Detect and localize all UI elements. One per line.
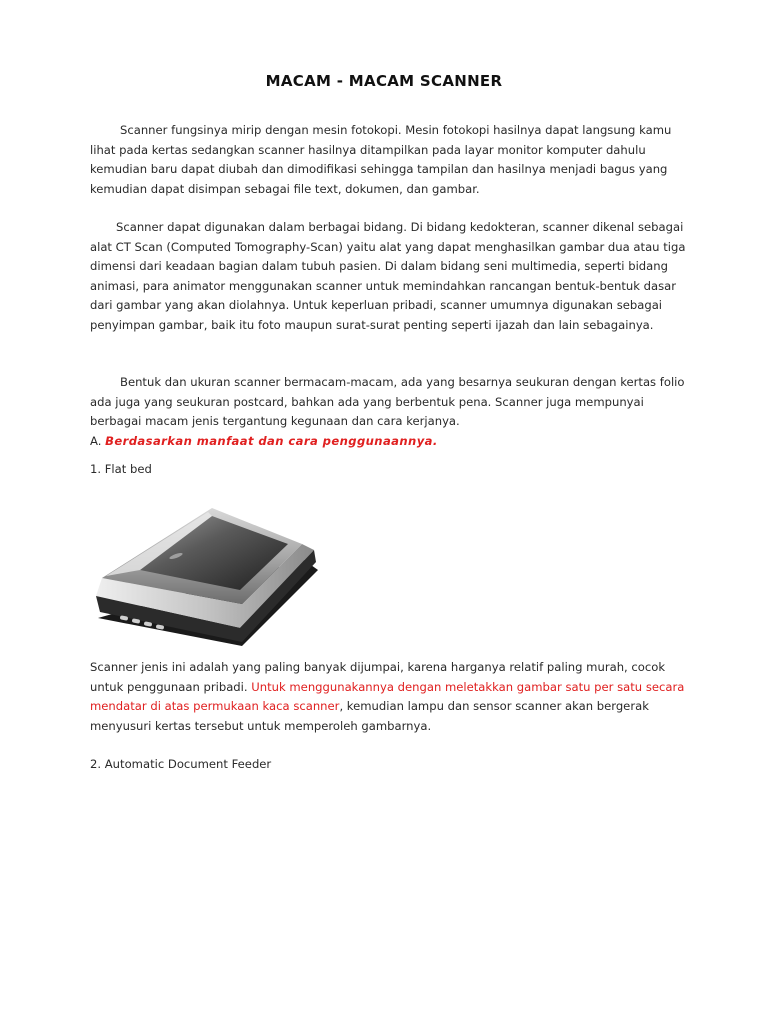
paragraph-intro xyxy=(90,121,690,199)
section-a-heading: Berdasarkan manfaat dan cara penggunaannya. xyxy=(105,433,438,448)
paragraph-forms-text: Bentuk dan ukuran scanner bermacam-macam, ada yang besarnya seukuran dengan kertas folio ada juga yang seukuran postcard, bahkan ada yang berbentuk pena. Scanner juga mempunyai berbagai macam jenis tergantung kegunaan dan cara kerjanya. xyxy=(90,375,685,428)
section-a-prefix: A. xyxy=(90,433,102,448)
paragraph-usage-text: Scanner dapat digunakan dalam berbagai bidang. Di bidang kedokteran, scanner dikenal sebagai alat CT Scan (Computed Tomography-Scan) yaitu alat yang dapat menghasilkan gambar dua atau tiga dimensi dari keadaan bagian dalam tubuh pasien. Di dalam bidang seni multimedia, seperti bidang animasi, para animator menggunakan scanner untuk memindahkan rancangan bentuk-bentuk dasar dari gambar yang akan diolahnya. Untuk keperluan pribadi, scanner umumnya digunakan sebagai penyimpan gambar, baik itu foto maupun surat-surat penting seperti ijazah dan lain sebagainya. xyxy=(90,220,686,332)
paragraph-intro-text: Scanner fungsinya mirip dengan mesin fotokopi. Mesin fotokopi hasilnya dapat langsung kamu lihat pada kertas sedangkan scanner hasilnya ditampilkan pada layar monitor komputer dahulu kemudian baru dapat diubah dan dimodifikasi sehingga tampilan dan hasilnya menjadi bagus yang kemudian dapat disimpan sebagai file text, dokumen, dan gambar. xyxy=(90,123,672,196)
document-title: MACAM - MACAM SCANNER xyxy=(265,72,503,90)
item-automatic-document-feeder: 2. Automatic Document Feeder xyxy=(90,757,272,771)
item-flat-bed: 1. Flat bed xyxy=(90,462,152,476)
paragraph-usage xyxy=(90,218,690,335)
paragraph-flat-bed xyxy=(90,658,690,736)
paragraph-flat-bed-text-end: , kemudian lampu dan sensor scanner akan bergerak menyusuri kertas tersebut untuk memperoleh gambarnya. xyxy=(90,699,649,733)
paragraph-flat-bed-highlight: Untuk menggunakannya dengan meletakkan gambar satu per satu secara mendatar di atas permukaan kaca scanner xyxy=(90,679,685,713)
flatbed-scanner-image xyxy=(92,500,324,650)
paragraph-flat-bed-text: Scanner jenis ini adalah yang paling banyak dijumpai, karena harganya relatif paling murah, cocok untuk penggunaan pribadi. xyxy=(90,660,666,694)
paragraph-forms xyxy=(90,373,690,451)
